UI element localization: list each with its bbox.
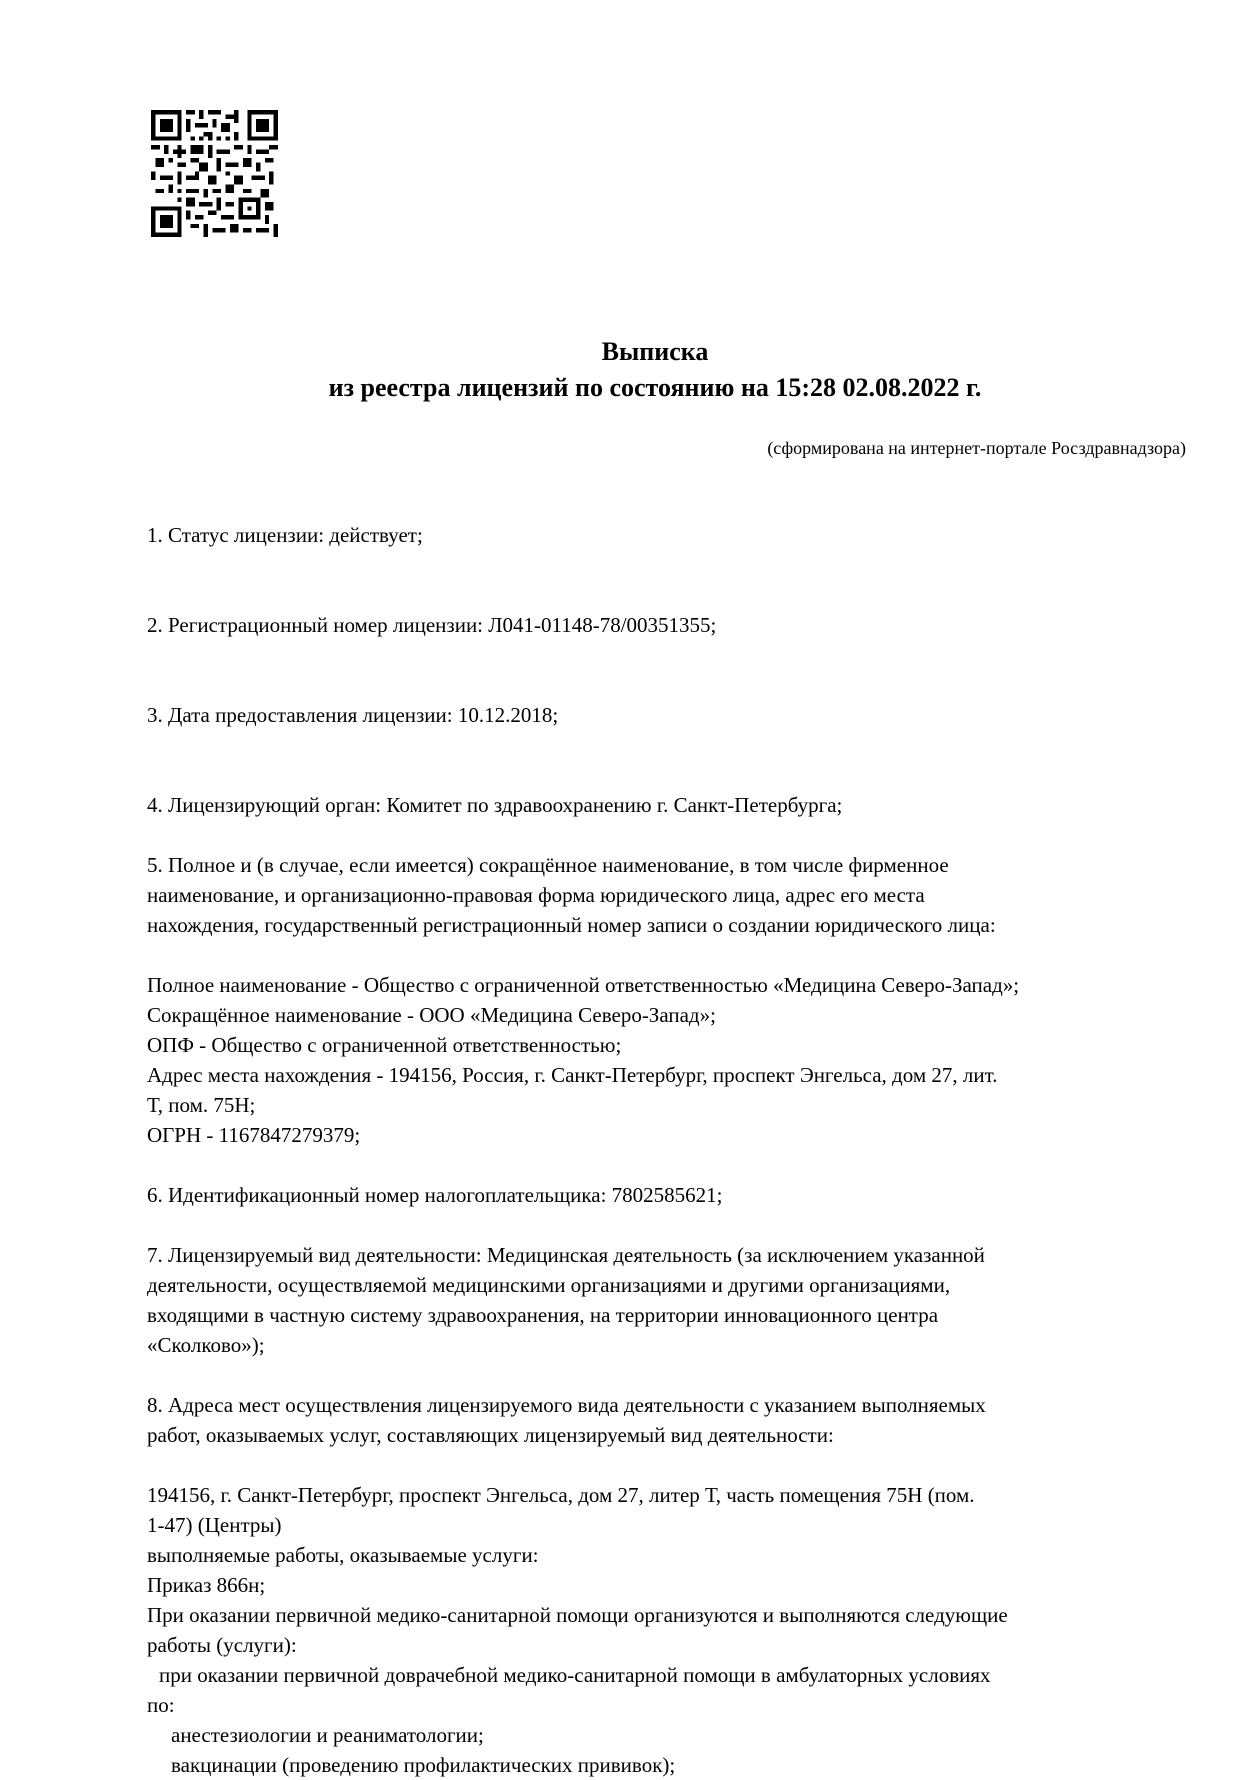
sub-level-2: анестезиологии и реаниматологии;	[171, 1723, 484, 1747]
item-inn: 6. Идентификационный номер налогоплательщика: 7802585621;	[147, 1183, 723, 1207]
item-issue-date: 3. Дата предоставления лицензии: 10.12.2018;	[147, 703, 559, 727]
item-license-status: 1. Статус лицензии: действует;	[147, 523, 423, 547]
document-body	[147, 520, 1197, 1780]
sub-level-1-cont: по:	[147, 1693, 175, 1717]
text-line: 8. Адреса мест осуществления лицензируемого вида деятельности с указанием выполняемых	[147, 1393, 986, 1417]
text-line: работ, оказываемых услуг, составляющих лицензируемый вид деятельности:	[147, 1423, 834, 1447]
item-activity-addresses	[147, 1390, 1197, 1450]
qr-code-icon	[151, 110, 278, 237]
text-line: При оказании первичной медико-санитарной помощи организуются и выполняются следующие	[147, 1603, 1008, 1627]
item-activity-type	[147, 1240, 1197, 1360]
text-line: деятельности, осуществляемой медицинскими организациями и другими организациями,	[147, 1273, 951, 1297]
text-line: 1-47) (Центры)	[147, 1513, 282, 1537]
title-line-2: из реестра лицензий по состоянию на 15:28 02.08.2022 г.	[328, 373, 982, 402]
text-line: 194156, г. Санкт-Петербург, проспект Энгельса, дом 27, литер Т, часть помещения 75Н (пом.	[147, 1483, 975, 1507]
organization-details	[147, 970, 1197, 1150]
ogrn: ОГРН - 1167847279379;	[147, 1123, 361, 1147]
short-name: Сокращённое наименование - ООО «Медицина Северо-Запад»;	[147, 1003, 716, 1027]
text-line: наименование, и организационно-правовая форма юридического лица, адрес его места	[147, 883, 925, 907]
activity-address-block	[147, 1480, 1197, 1780]
sub-level-1: при оказании первичной доврачебной медико-санитарной помощи в амбулаторных условиях	[159, 1663, 991, 1687]
sub-level-2: вакцинации (проведению профилактических прививок);	[171, 1753, 676, 1777]
text-line: нахождения, государственный регистрационный номер записи о создании юридического лица:	[147, 913, 996, 937]
text-line: работы (услуги):	[147, 1633, 297, 1657]
text-line: 5. Полное и (в случае, если имеется) сокращённое наименование, в том числе фирменное	[147, 853, 949, 877]
document-title	[0, 334, 1240, 406]
text-line: входящими в частную систему здравоохранения, на территории инновационного центра	[147, 1303, 939, 1327]
text-line: Приказ 866н;	[147, 1573, 266, 1597]
text-line: выполняемые работы, оказываемые услуги:	[147, 1543, 539, 1567]
address-cont: Т, пом. 75Н;	[147, 1093, 256, 1117]
legal-form: ОПФ - Общество с ограниченной ответственностью;	[147, 1033, 622, 1057]
text-line: 7. Лицензируемый вид деятельности: Медицинская деятельность (за исключением указанной	[147, 1243, 985, 1267]
item-organization-heading	[147, 850, 1197, 940]
item-registration-number: 2. Регистрационный номер лицензии: Л041-01148-78/00351355;	[147, 613, 717, 637]
text-line: «Сколково»);	[147, 1333, 265, 1357]
source-note: (сформирована на интернет-портале Росздравнадзора)	[767, 438, 1186, 458]
address: Адрес места нахождения - 194156, Россия, г. Санкт-Петербург, проспект Энгельса, дом 27, лит.	[147, 1063, 998, 1087]
item-licensing-authority: 4. Лицензирующий орган: Комитет по здравоохранению г. Санкт-Петербурга;	[147, 793, 843, 817]
full-name: Полное наименование - Общество с ограниченной ответственностью «Медицина Северо-Запад»;	[147, 973, 1020, 997]
title-line-1: Выписка	[601, 337, 709, 366]
